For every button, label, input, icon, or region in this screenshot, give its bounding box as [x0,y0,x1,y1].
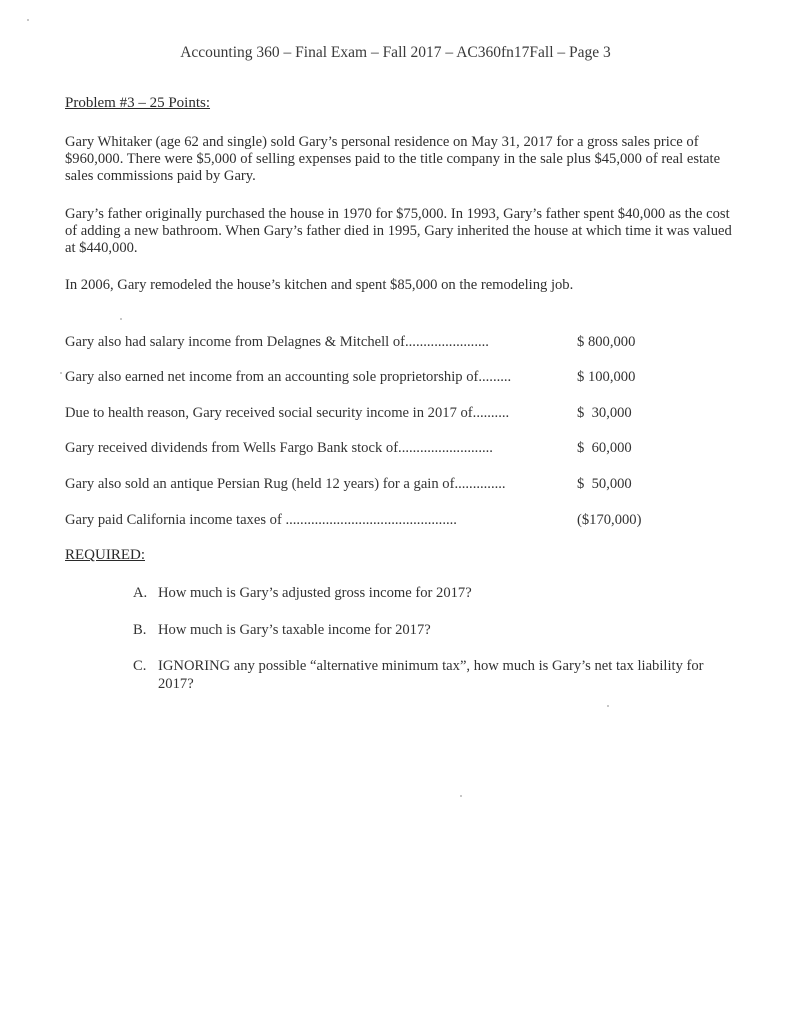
income-amount: $ 60,000 [577,440,632,456]
income-amount: $ 800,000 [577,334,636,350]
income-label: Gary received dividends from Wells Fargo Bank stock of.......................... [65,440,493,456]
question-text: How much is Gary’s taxable income for 2017? [158,622,431,638]
income-label: Gary also sold an antique Persian Rug (held 12 years) for a gain of.............. [65,476,506,492]
income-label: Gary also had salary income from Delagnes & Mitchell of....................... [65,334,489,350]
question-text: How much is Gary’s adjusted gross income for 2017? [158,585,472,601]
paragraph-basis-history: Gary’s father originally purchased the house in 1970 for $75,000. In 1993, Gary’s father spent $40,000 as the cost of adding a new bathroom. When Gary’s father died in 1995, Gary inherited the house at which time it was valued at $440,000. [65,206,732,256]
income-label: Gary paid California income taxes of ............................................... [65,512,457,528]
paragraph-remodel: In 2006, Gary remodeled the house’s kitchen and spent $85,000 on the remodeling job. [65,277,574,293]
paragraph-sale-details: Gary Whitaker (age 62 and single) sold Gary’s personal residence on May 31, 2017 for a gross sales price of $960,000. There were $5,000 of selling expenses paid to the title company in the sale plus $45,000 of real estate sales commissions paid by Gary. [65,134,721,184]
income-amount: ($170,000) [577,512,642,528]
income-amount: $ 50,000 [577,476,632,492]
income-label: Gary also earned net income from an accounting sole proprietorship of......... [65,369,512,385]
problem-title: Problem #3 – 25 Points: [65,95,211,111]
question-text: IGNORING any possible “alternative minimum tax”, how much is Gary’s net tax liability for 2017? [158,658,704,692]
question-letter: C. [133,658,147,674]
required-heading: REQUIRED: [65,547,145,563]
scan-speck [120,318,122,320]
scan-speck [607,705,609,707]
question-letter: A. [133,585,148,601]
scan-speck [60,372,62,374]
page-header: Accounting 360 – Final Exam – Fall 2017 – AC360fn17Fall – Page 3 [180,44,611,61]
income-label: Due to health reason, Gary received social security income in 2017 of.......... [65,405,510,421]
income-amount: $ 100,000 [577,369,636,385]
question-c [133,657,723,693]
question-a [133,584,723,602]
scan-speck [460,795,462,797]
question-letter: B. [133,622,147,638]
scan-speck [27,19,29,21]
question-b [133,621,723,639]
income-amount: $ 30,000 [577,405,632,421]
